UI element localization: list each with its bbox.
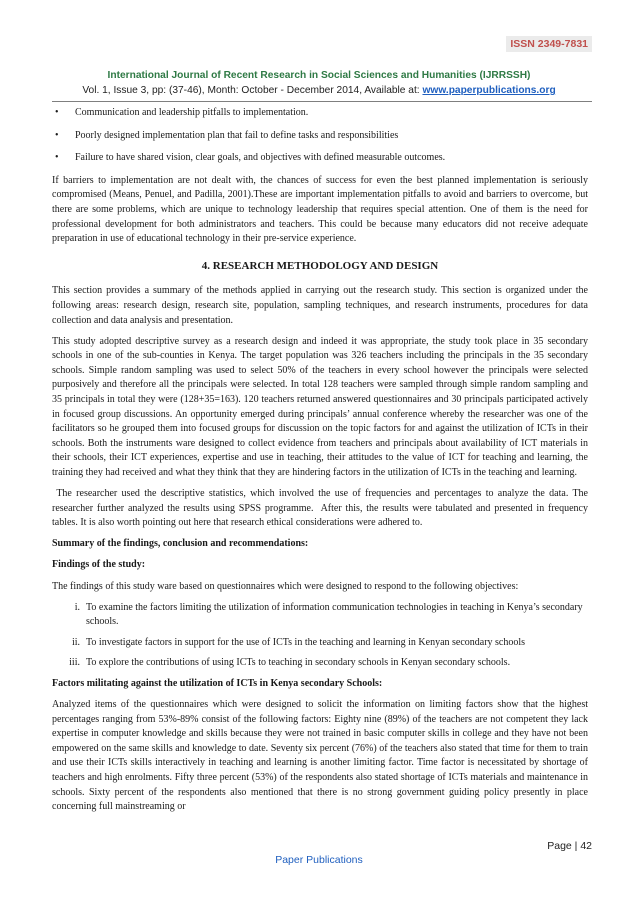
page-number: Page | 42 — [547, 840, 592, 852]
heading-factors: Factors militating against the utilization of ICTs in Kenya secondary Schools: — [52, 678, 383, 689]
volume-text: Vol. 1, Issue 3, pp: (37-46), Month: October - December 2014, Available at: — [82, 85, 423, 96]
objectives-list — [52, 601, 588, 671]
pitfalls-list — [52, 106, 588, 166]
paragraph-barriers: If barriers to implementation are not dealt with, the chances of success for even the best planned implementation is seriously compromised (Means, Penuel, and Padilla, 2001).These are important implementation pitfalls to avoid and barriers to overcome, but there are some problems, which are unique to technology leadership that requires special attention. One of them is the need for professional development for both administrators and teachers. This could be because many educators did not receive adequate preparation in use of educational technology in their pre-service experience. — [52, 174, 588, 245]
bullet-icon: • — [55, 107, 59, 118]
paragraph-analyzed: Analyzed items of the questionnaires which were designed to solicit the information on limiting factors show that the highest percentages ranging from 53%-89% consist of the following factors: Eighty nine (89%) of the teachers are not competent they lack expertise in computer knowledge and skills because they were not trained in basic computer skills in college and they have not been empowered on the same skills and knowledge to date. Seventy six percent (76%) of the teachers also stated that time for them to train and use their ICTs skills interactively in teaching and learning is another limiting factor. Time factor is necessitated by shortage of teachers and high enrolments. Fifty three percent (53%) of the respondents also stated shortage of ICTs materials and maintenance in schools. Sixty percent of the respondents also mentioned that there is no strong government guiding policy presently in place concerning full mainstreaming or — [52, 699, 588, 813]
list-item — [52, 636, 588, 651]
paragraph-findings: The findings of this study ware based on questionnaires which were designed to respond to the following objectives: — [52, 580, 519, 592]
list-item — [52, 601, 588, 630]
list-item — [52, 106, 588, 121]
journal-title: International Journal of Recent Research in Social Sciences and Humanities (IJRRSSH) — [107, 70, 531, 81]
list-number: ii. — [71, 636, 80, 648]
paragraph-statistics: The researcher used the descriptive statistics, which involved the use of frequencies and percentages to analyze the data. The researcher further analyzed the results using SPSS programme. After this, the results were tabulated and presented in frequency tables. It is also worth pointing out here that research ethical considerations were adhered to. — [52, 488, 591, 529]
list-item-text: Poorly designed implementation plan that fail to define tasks and responsibilities — [75, 129, 399, 141]
page-content — [52, 106, 591, 821]
bullet-icon: • — [55, 152, 59, 164]
issn-badge: ISSN 2349-7831 — [506, 36, 592, 52]
volume-info — [0, 85, 638, 96]
list-number: i. — [74, 601, 80, 613]
list-item-text: Communication and leadership pitfalls to implementation. — [75, 107, 309, 118]
paragraph-study-design: This study adopted descriptive survey as a research design and indeed it was appropriate, the study took place in 35 secondary schools in one of the sub-counties in Kenya. The target population was 326 teachers including the principals in the 35 secondary schools. Simple random sampling was used to select 50% of the teachers in every school however the principals were selected purposively and therefore all the principals were selected. In total 128 teachers were sampled through simple random sampling and 35 principals in total they were (128+35=163). 120 teachers returned answered questionnaires and 30 principals participated actively in focused group discussions. An opportunity emerged during principals’ annual conference whereby the researcher was one of the facilitators so he grouped them into focused groups for discussion on the topic factors for and against the utilization of ICTs in their schools. Both the instruments ware designed to collect evidence from teachers and principals about availability of ICT materials in their schools, their ICT experiences, expertise and use in teaching, their attitudes to the value of ICT for teaching and learning, the training they had received and what they think that they are hindering factors in the utilization of ICTs in the teaching and learning. — [52, 335, 588, 478]
list-item — [52, 129, 588, 144]
paragraph-summary: This section provides a summary of the methods applied in carrying out the research study. This section is organized under the following areas: research design, research site, population, sampling techniques, and research instruments, procedures for data collection and data analysis and presentation. — [52, 285, 588, 326]
list-item-text: Failure to have shared vision, clear goals, and objectives with defined measurable outcomes. — [75, 152, 446, 164]
heading-findings: Findings of the study: — [52, 559, 146, 571]
publisher-footer: Paper Publications — [275, 854, 363, 866]
list-item-text: To explore the contributions of using ICTs to teaching in secondary schools in Kenyan secondary schools. — [86, 657, 511, 669]
list-item — [52, 151, 588, 166]
list-number: iii. — [69, 657, 80, 669]
list-item-text: To investigate factors in support for the use of ICTs in the teaching and learning in Kenyan secondary schools — [86, 636, 526, 648]
bullet-icon: • — [55, 129, 59, 141]
list-item-text: To examine the factors limiting the utilization of information communication technologies in teaching in Kenya’s secondary schools. — [86, 601, 583, 628]
heading-summary: Summary of the findings, conclusion and recommendations: — [52, 538, 309, 550]
header-divider — [52, 101, 592, 102]
section-heading: 4. RESEARCH METHODOLOGY AND DESIGN — [201, 259, 439, 272]
list-item — [52, 656, 588, 671]
journal-website-link[interactable]: www.paperpublications.org — [422, 85, 556, 96]
